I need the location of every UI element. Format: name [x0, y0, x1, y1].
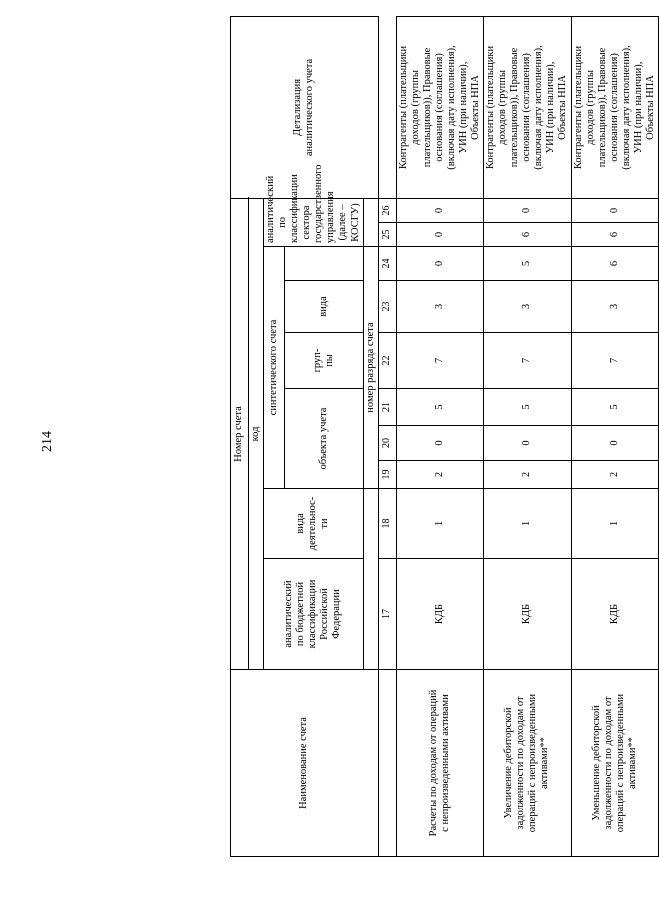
row-d22: 7: [571, 333, 658, 389]
row-d25: 6: [484, 223, 571, 247]
row-d23: 3: [396, 281, 483, 333]
row-d18: 1: [571, 489, 658, 559]
digit-21: 21: [378, 389, 396, 426]
row-d19: 2: [484, 461, 571, 489]
accounts-table: [230, 16, 659, 857]
row-d26: 0: [484, 198, 571, 222]
row-d24: 0: [396, 247, 483, 281]
account-name-header: Наименование счета: [231, 670, 379, 857]
detail-header: Детализация аналитического учета: [231, 16, 379, 198]
row-d23: 3: [484, 281, 571, 333]
code-header: код: [249, 198, 264, 669]
digit-26: 26: [378, 199, 396, 223]
kind-header: вида: [285, 281, 363, 333]
activity-type-header: вида деятельнос- ти: [264, 489, 364, 559]
row-kdb: КДБ: [484, 559, 571, 670]
account-number-header: Номер счета: [231, 198, 249, 669]
digit-19: 19: [378, 461, 396, 489]
row-d24: 6: [571, 247, 658, 281]
digit-23: 23: [378, 281, 396, 333]
digit-20: 20: [378, 426, 396, 461]
digit-22: 22: [378, 333, 396, 389]
row-d21: 5: [484, 389, 571, 426]
row-d21: 5: [571, 389, 658, 426]
digit-25: 25: [378, 223, 396, 247]
row-d22: 7: [396, 333, 483, 389]
digit-blank: [378, 670, 396, 857]
page-number: 214: [40, 431, 55, 452]
object-header: объекта учета: [285, 389, 363, 489]
row-d22: 7: [484, 333, 571, 389]
row-d18: 1: [396, 489, 483, 559]
row-d20: 0: [571, 426, 658, 461]
table-row: [484, 16, 571, 856]
row-detail: Контрагенты (плательщики доходов (группы плательщиков)), Правовые основания (соглашения) (включая дату исполнения), УИН (при наличии), Объекты НПА: [484, 16, 571, 198]
row-d26: 0: [396, 198, 483, 222]
digit-24: 24: [378, 247, 396, 281]
row-d24: 5: [484, 247, 571, 281]
row-d25: 6: [571, 223, 658, 247]
row-account-name: Расчеты по доходам от операций с непроизведенными активами: [396, 670, 483, 857]
row-d20: 0: [396, 426, 483, 461]
row-account-name: Уменьшение дебиторской задолженности по доходам от операций с непроизведенными активами**: [571, 670, 658, 857]
table-row: [396, 16, 483, 856]
row-kdb: КДБ: [571, 559, 658, 670]
row-d23: 3: [571, 281, 658, 333]
row-d18: 1: [484, 489, 571, 559]
digit-17: 17: [378, 559, 396, 670]
digit-number-header: номер разряда счета: [363, 247, 378, 489]
row-detail: Контрагенты (плательщики доходов (группы плательщиков)), Правовые основания (соглашения) (включая дату исполнения), УИН (при наличии), Объекты НПА: [571, 16, 658, 198]
row-d20: 0: [484, 426, 571, 461]
row-d19: 2: [396, 461, 483, 489]
row-kdb: КДБ: [396, 559, 483, 670]
row-d25: 0: [396, 223, 483, 247]
row-account-name: Увеличение дебиторской задолженности по доходам от операций с непроизведенными активами**: [484, 670, 571, 857]
digit-18: 18: [378, 489, 396, 559]
row-d19: 2: [571, 461, 658, 489]
table-row: [571, 16, 658, 856]
kosgu-header: аналитический по классификации сектора государственного управления (далее – КОСГУ): [264, 198, 364, 246]
row-d26: 0: [571, 198, 658, 222]
row-d21: 5: [396, 389, 483, 426]
group-header: груп- пы: [285, 333, 363, 389]
row-detail: Контрагенты (плательщики доходов (группы плательщиков)), Правовые основания (соглашения) (включая дату исполнения), УИН (при наличии), Объекты НПА: [396, 16, 483, 198]
synthetic-account-header: синтетического счета: [264, 247, 285, 489]
rotated-table-container: [230, 17, 656, 857]
analytical-budget-header: аналитический по бюджетной классификации Российской Федерации: [264, 559, 364, 670]
